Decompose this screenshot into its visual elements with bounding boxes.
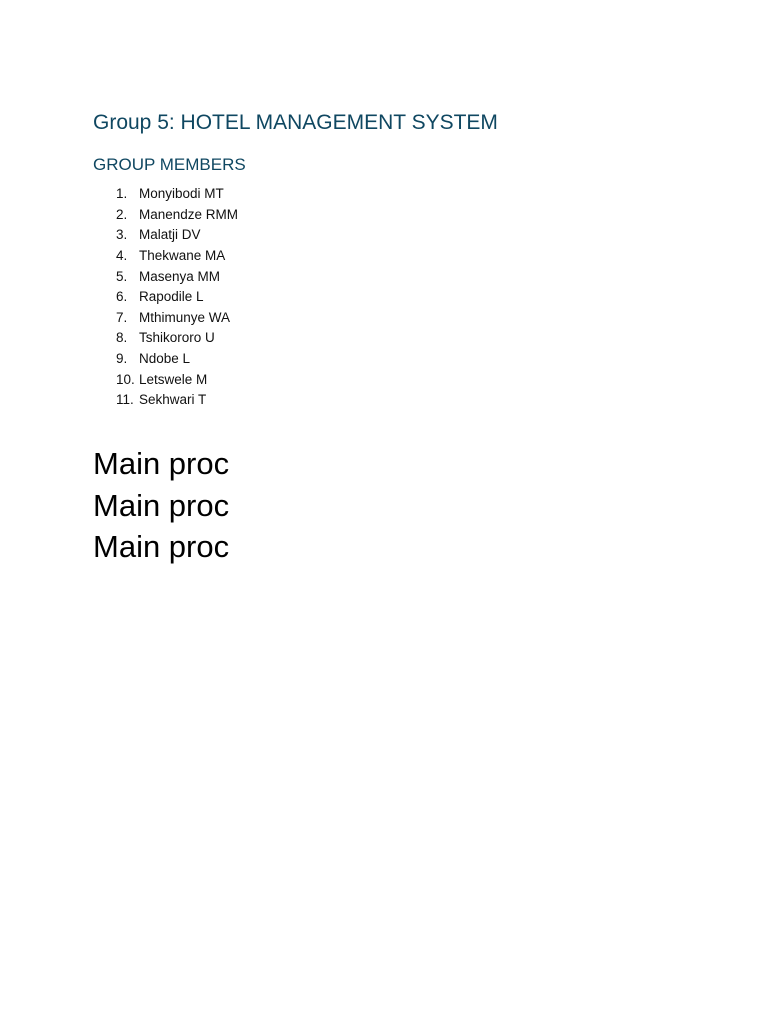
member-name: Manendze RMM	[139, 206, 239, 222]
list-item-number: 11.	[116, 392, 134, 408]
main-proc-line: Main proc	[93, 446, 230, 481]
member-name: Malatji DV	[139, 227, 201, 243]
list-item-number: 10.	[116, 371, 135, 387]
member-name: Mthimunye WA	[139, 309, 231, 325]
member-name: Monyibodi MT	[139, 186, 224, 201]
document-title: Group 5: HOTEL MANAGEMENT SYSTEM	[93, 111, 498, 134]
list-item-number: 3.	[116, 227, 128, 243]
list-item-number: 1.	[116, 186, 128, 201]
member-name: Rapodile L	[139, 289, 204, 305]
list-item-number: 6.	[116, 289, 128, 305]
members-heading: GROUP MEMBERS	[93, 155, 246, 174]
list-item-number: 7.	[116, 309, 128, 325]
member-name: Masenya MM	[139, 268, 221, 284]
member-name: Ndobe L	[139, 351, 191, 367]
main-proc-block	[93, 443, 229, 568]
list-item-number: 9.	[116, 351, 128, 367]
member-name: Thekwane MA	[139, 247, 226, 263]
list-item-number: 8.	[116, 330, 128, 346]
list-item-number: 4.	[116, 247, 128, 263]
main-proc-line: Main proc	[93, 487, 230, 523]
member-name: Tshikororo U	[139, 330, 215, 346]
member-name: Sekhwari T	[139, 392, 207, 408]
main-proc-line: Main proc	[93, 529, 230, 564]
list-item-number: 2.	[116, 206, 128, 222]
list-item-number: 5.	[116, 268, 128, 284]
member-name: Letswele M	[139, 371, 208, 387]
